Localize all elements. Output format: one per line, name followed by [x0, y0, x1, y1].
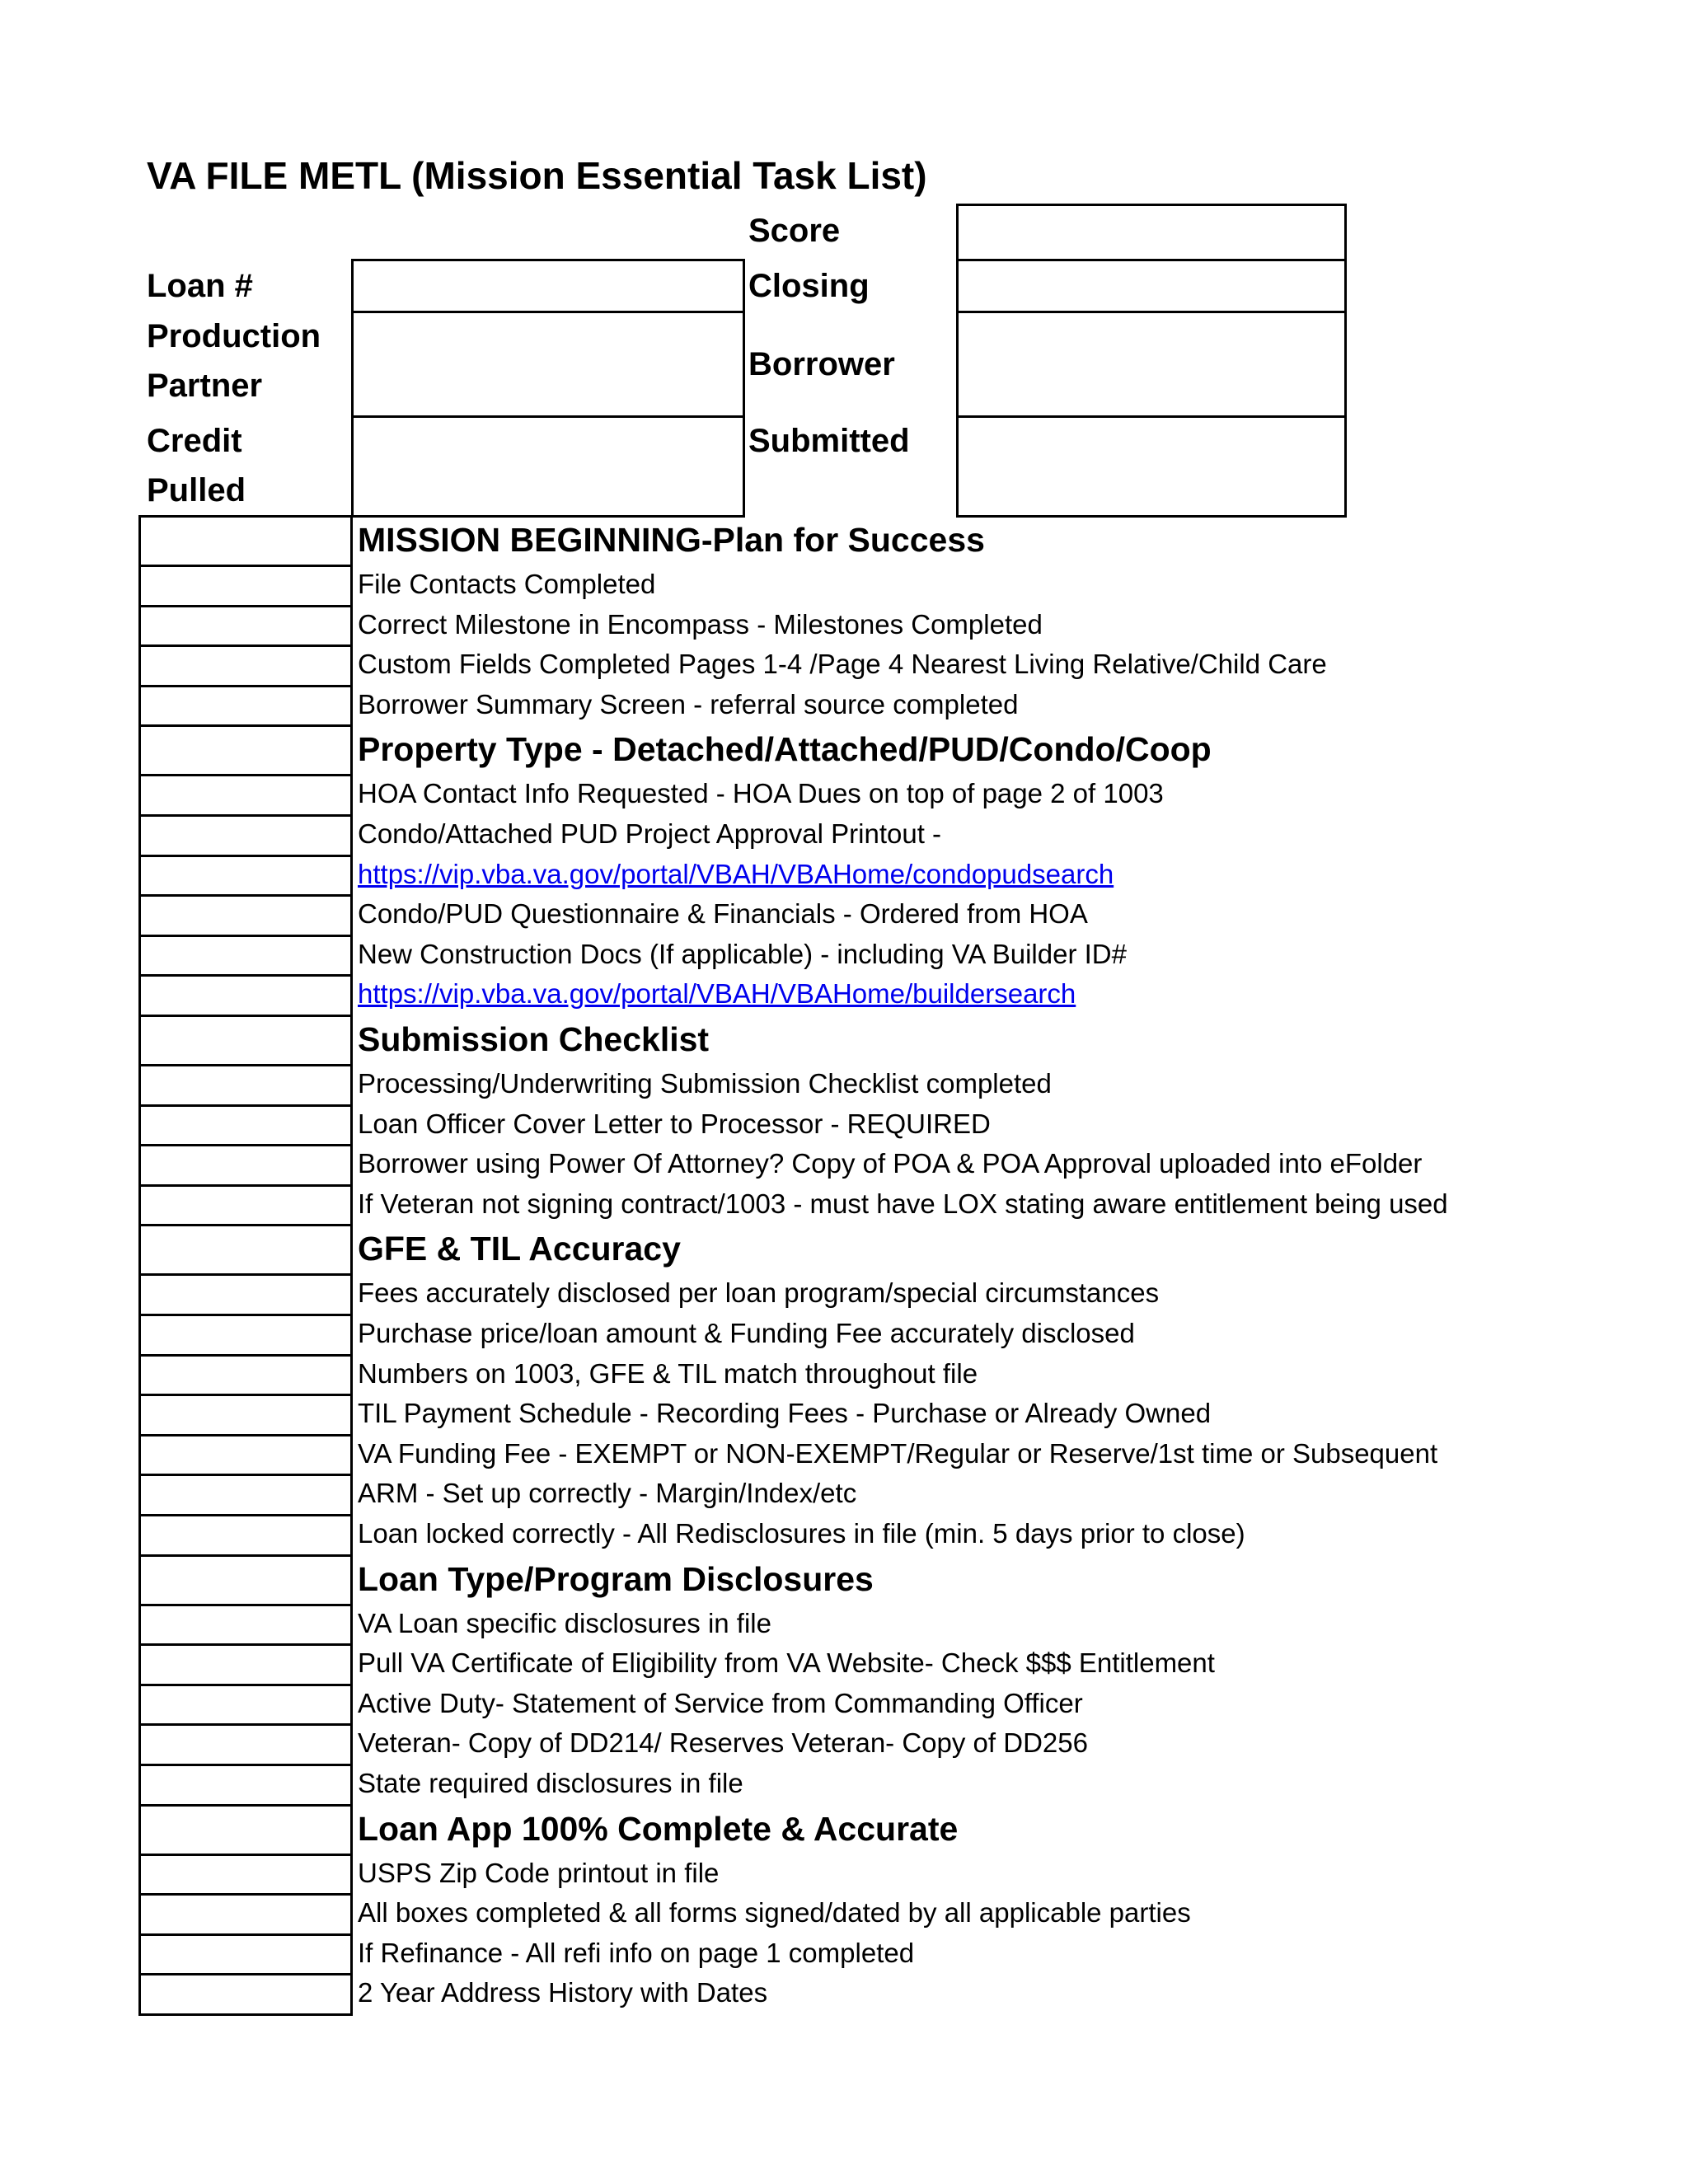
checklist-checkbox[interactable] — [138, 1434, 353, 1477]
loan-number-label: Loan # — [147, 268, 253, 304]
checklist-checkbox[interactable] — [138, 1144, 353, 1187]
checklist-item: File Contacts Completed — [358, 569, 656, 599]
checklist-checkbox[interactable] — [138, 1184, 353, 1227]
checklist-item: Loan locked correctly - All Redisclosures in file (min. 5 days prior to close) — [358, 1518, 1245, 1549]
checklist-checkbox[interactable] — [138, 1104, 353, 1147]
checklist-checkbox[interactable] — [138, 1554, 353, 1606]
checklist-item: State required disclosures in file — [358, 1768, 743, 1798]
checklist-item: If Veteran not signing contract/1003 - must have LOX stating aware entitlement being used — [358, 1188, 1448, 1219]
checklist-checkbox[interactable] — [138, 1973, 353, 2016]
checklist-item: Numbers on 1003, GFE & TIL match throughout file — [358, 1357, 978, 1389]
checklist-checkbox[interactable] — [138, 1474, 353, 1516]
checklist-checkbox[interactable] — [138, 1015, 353, 1066]
borrower-label: Borrower — [748, 346, 895, 382]
checklist-item: Active Duty- Statement of Service from Commanding Officer — [358, 1687, 1083, 1718]
checklist-checkbox[interactable] — [138, 1804, 353, 1856]
checklist-item: Borrower Summary Screen - referral source completed — [358, 688, 1019, 719]
checklist-item: Condo/PUD Questionnaire & Financials - Ordered from HOA — [358, 898, 1088, 930]
checklist-link[interactable]: https://vip.vba.va.gov/portal/VBAH/VBAHome/condopudsearch — [358, 858, 1114, 889]
checklist-item: VA Funding Fee - EXEMPT or NON-EXEMPT/Regular or Reserve/1st time or Subsequent — [358, 1437, 1438, 1469]
checklist-item: VA Loan specific disclosures in file — [358, 1607, 771, 1638]
section-heading: Loan Type/Program Disclosures — [358, 1559, 874, 1598]
checklist-checkbox[interactable] — [138, 724, 353, 776]
checklist-item: Processing/Underwriting Submission Checklist completed — [358, 1068, 1052, 1099]
checklist-checkbox[interactable] — [138, 774, 353, 817]
checklist-checkbox[interactable] — [138, 1354, 353, 1397]
checklist-item: Condo/Attached PUD Project Approval Printout - — [358, 818, 942, 849]
production-partner-label-line1: Production — [147, 318, 321, 354]
checklist-item: Fees accurately disclosed per loan program/special circumstances — [358, 1277, 1160, 1309]
checklist-item: If Refinance - All refi info on page 1 completed — [358, 1937, 915, 1968]
checklist-item: HOA Contact Info Requested - HOA Dues on top of page 2 of 1003 — [358, 778, 1164, 809]
checklist-checkbox[interactable] — [138, 1604, 353, 1647]
checklist-checkbox[interactable] — [138, 894, 353, 937]
checklist-item: ARM - Set up correctly - Margin/Index/etc — [358, 1478, 857, 1509]
checklist-checkbox[interactable] — [138, 814, 353, 857]
closing-label: Closing — [748, 268, 870, 304]
section-heading: MISSION BEGINNING-Plan for Success — [358, 521, 985, 559]
score-label: Score — [748, 213, 841, 249]
credit-pulled-label-line2: Pulled — [147, 472, 246, 509]
checklist-link[interactable]: https://vip.vba.va.gov/portal/VBAH/VBAHome/buildersearch — [358, 978, 1076, 1010]
checklist-item: Purchase price/loan amount & Funding Fee accurately disclosed — [358, 1318, 1135, 1348]
section-heading: Submission Checklist — [358, 1020, 710, 1058]
checklist-checkbox[interactable] — [138, 1064, 353, 1107]
checklist-item: TIL Payment Schedule - Recording Fees - Purchase or Already Owned — [358, 1398, 1212, 1429]
checklist-item: USPS Zip Code printout in file — [358, 1857, 720, 1888]
checklist-checkbox[interactable] — [138, 855, 353, 898]
checklist-checkbox[interactable] — [138, 1893, 353, 1936]
checklist-item: Loan Officer Cover Letter to Processor - REQUIRED — [358, 1108, 991, 1139]
checklist-checkbox[interactable] — [138, 1854, 353, 1896]
checklist-checkbox[interactable] — [138, 565, 353, 607]
checklist-checkbox[interactable] — [138, 1684, 353, 1727]
checklist-checkbox[interactable] — [138, 1933, 353, 1976]
checklist-checkbox[interactable] — [138, 1394, 353, 1436]
checklist-checkbox[interactable] — [138, 1643, 353, 1686]
production-partner-label-line2: Partner — [147, 368, 263, 404]
checklist-checkbox[interactable] — [138, 974, 353, 1017]
submitted-label: Submitted — [748, 423, 910, 459]
checklist-item: Custom Fields Completed Pages 1-4 /Page 4 Nearest Living Relative/Child Care — [358, 649, 1327, 680]
section-heading: GFE & TIL Accuracy — [358, 1230, 681, 1268]
checklist-item: Veteran- Copy of DD214/ Reserves Veteran- Copy of DD256 — [358, 1727, 1088, 1759]
checklist-checkbox[interactable] — [138, 1314, 353, 1357]
checklist-checkbox[interactable] — [138, 1723, 353, 1766]
checklist-item: Correct Milestone in Encompass - Milestones Completed — [358, 608, 1043, 640]
checklist-checkbox[interactable] — [138, 605, 353, 648]
checklist-item: 2 Year Address History with Dates — [358, 1977, 768, 2008]
checklist-item: All boxes completed & all forms signed/dated by all applicable parties — [358, 1897, 1191, 1929]
checklist-checkbox[interactable] — [138, 1514, 353, 1557]
form-title: VA FILE METL (Mission Essential Task List) — [147, 154, 927, 197]
credit-pulled-label-line1: Credit — [147, 423, 242, 459]
checklist-item: New Construction Docs (If applicable) - including VA Builder ID# — [358, 938, 1127, 969]
checklist-checkbox[interactable] — [138, 935, 353, 977]
checklist-checkbox[interactable] — [138, 515, 353, 567]
checklist-item: Pull VA Certificate of Eligibility from VA Website- Check $$$ Entitlement — [358, 1647, 1215, 1679]
checklist-checkbox[interactable] — [138, 1224, 353, 1276]
checklist-checkbox[interactable] — [138, 644, 353, 687]
checklist-checkbox[interactable] — [138, 1764, 353, 1807]
section-heading: Loan App 100% Complete & Accurate — [358, 1809, 959, 1848]
section-heading: Property Type - Detached/Attached/PUD/Condo/Coop — [358, 730, 1212, 769]
checklist-checkbox[interactable] — [138, 1273, 353, 1316]
checklist-item: Borrower using Power Of Attorney? Copy of POA & POA Approval uploaded into eFolder — [358, 1148, 1423, 1179]
checklist-checkbox[interactable] — [138, 685, 353, 728]
